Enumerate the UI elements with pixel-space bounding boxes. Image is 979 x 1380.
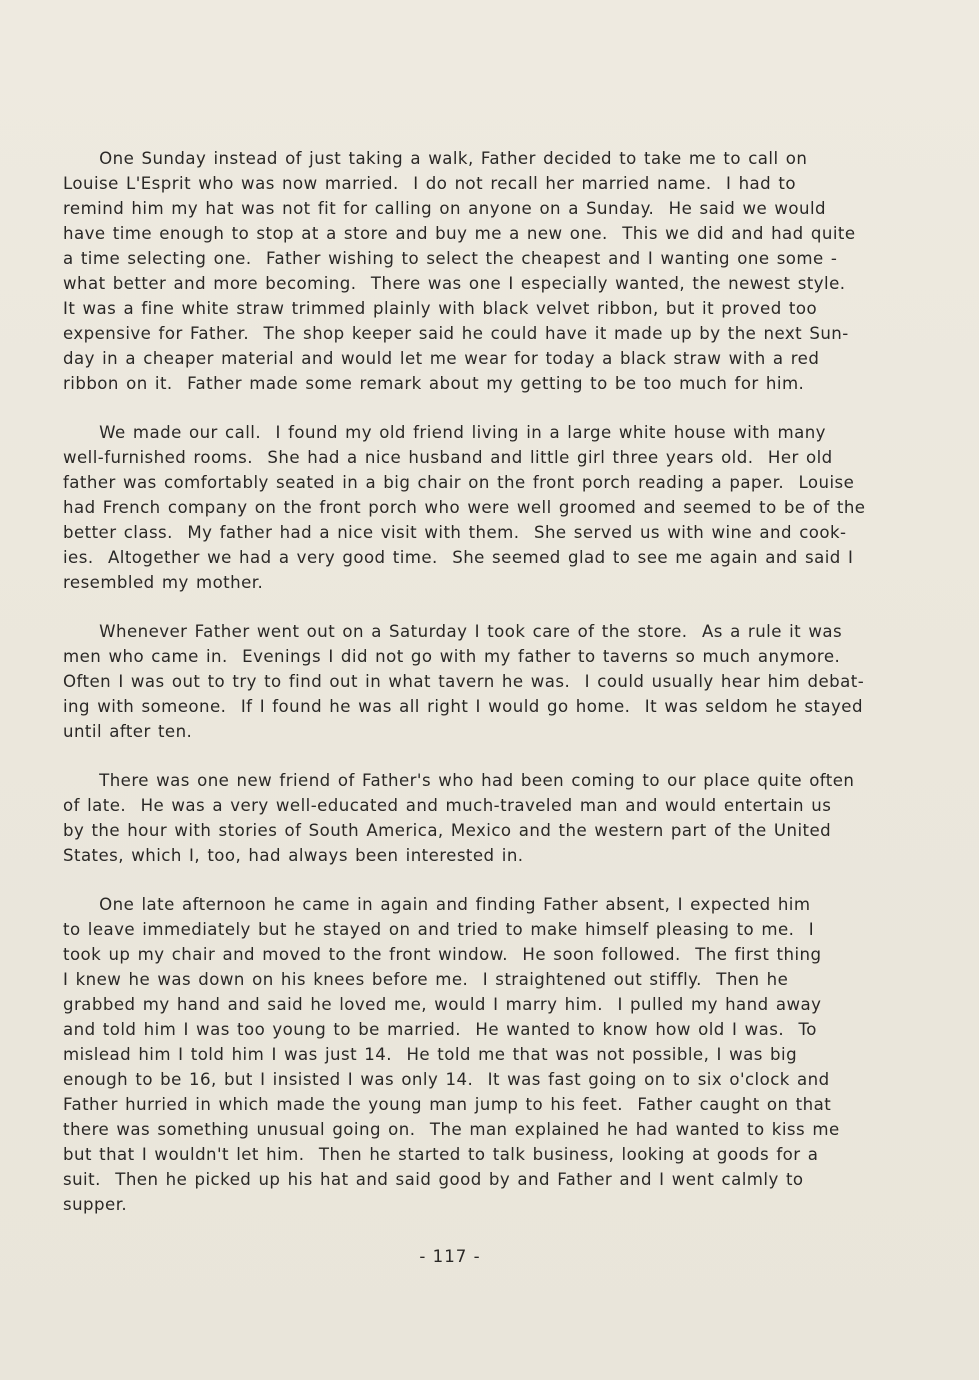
text-line: resembled my mother.	[63, 573, 264, 592]
paragraph-gap	[63, 744, 899, 768]
text-line: took up my chair and moved to the front window. He soon followed. The first thing	[63, 945, 822, 964]
text-line: expensive for Father. The shop keeper said he could have it made up by the next Sun-	[63, 324, 849, 343]
text-line: Father hurried in which made the young man jump to his feet. Father caught on that	[63, 1095, 832, 1114]
text-line: There was one new friend of Father's who had been coming to our place quite often	[63, 771, 855, 790]
text-line: there was something unusual going on. The man explained he had wanted to kiss me	[63, 1120, 840, 1139]
page-number: - 117 -	[419, 1247, 481, 1266]
text-line: ribbon on it. Father made some remark about my getting to be too much for him.	[63, 374, 805, 393]
text-line: a time selecting one. Father wishing to select the cheapest and I wanting one some -	[63, 249, 838, 268]
text-line: Whenever Father went out on a Saturday I took care of the store. As a rule it was	[63, 622, 843, 641]
paragraph-gap	[63, 595, 899, 619]
paragraph	[63, 619, 899, 744]
text-line: what better and more becoming. There was one I especially wanted, the newest style.	[63, 274, 846, 293]
text-line: We made our call. I found my old friend living in a large white house with many	[63, 423, 826, 442]
text-line: enough to be 16, but I insisted I was only 14. It was fast going on to six o'clock and	[63, 1070, 830, 1089]
text-line: Louise L'Esprit who was now married. I do not recall her married name. I had to	[63, 174, 796, 193]
text-line: but that I wouldn't let him. Then he started to talk business, looking at goods for a	[63, 1145, 819, 1164]
text-line: I knew he was down on his knees before me. I straightened out stiffly. Then he	[63, 970, 789, 989]
text-line: ies. Altogether we had a very good time. She seemed glad to see me again and said I	[63, 548, 854, 567]
text-line: had French company on the front porch who were well groomed and seemed to be of the	[63, 498, 866, 517]
text-line: father was comfortably seated in a big chair on the front porch reading a paper. Louise	[63, 473, 855, 492]
paragraph-gap	[63, 868, 899, 892]
body-text	[63, 146, 899, 1217]
text-line: by the hour with stories of South America, Mexico and the western part of the United	[63, 821, 832, 840]
text-line: men who came in. Evenings I did not go with my father to taverns so much anymore.	[63, 647, 841, 666]
text-line: It was a fine white straw trimmed plainly with black velvet ribbon, but it proved too	[63, 299, 818, 318]
text-line: have time enough to stop at a store and buy me a new one. This we did and had quite	[63, 224, 856, 243]
paragraph	[63, 146, 899, 396]
text-line: until after ten.	[63, 722, 193, 741]
text-line: day in a cheaper material and would let me wear for today a black straw with a red	[63, 349, 820, 368]
text-line: better class. My father had a nice visit with them. She served us with wine and cook-	[63, 523, 847, 542]
text-line: to leave immediately but he stayed on and tried to make himself pleasing to me. I	[63, 920, 815, 939]
paragraph	[63, 768, 899, 868]
text-line: suit. Then he picked up his hat and said good by and Father and I went calmly to	[63, 1170, 804, 1189]
text-line: Often I was out to try to find out in what tavern he was. I could usually hear him debat-	[63, 672, 865, 691]
text-line: mislead him I told him I was just 14. He told me that was not possible, I was big	[63, 1045, 798, 1064]
paragraph	[63, 420, 899, 595]
text-line: supper.	[63, 1195, 128, 1214]
text-line: of late. He was a very well-educated and much-traveled man and would entertain us	[63, 796, 832, 815]
paragraph-gap	[63, 396, 899, 420]
paragraph	[63, 892, 899, 1217]
text-line: remind him my hat was not fit for calling on anyone on a Sunday. He said we would	[63, 199, 827, 218]
text-line: ing with someone. If I found he was all right I would go home. It was seldom he stayed	[63, 697, 863, 716]
text-line: One Sunday instead of just taking a walk, Father decided to take me to call on	[63, 149, 808, 168]
text-line: One late afternoon he came in again and finding Father absent, I expected him	[63, 895, 811, 914]
text-line: grabbed my hand and said he loved me, would I marry him. I pulled my hand away	[63, 995, 822, 1014]
text-line: States, which I, too, had always been interested in.	[63, 846, 524, 865]
text-line: well-furnished rooms. She had a nice husband and little girl three years old. Her old	[63, 448, 833, 467]
text-line: and told him I was too young to be married. He wanted to know how old I was. To	[63, 1020, 817, 1039]
